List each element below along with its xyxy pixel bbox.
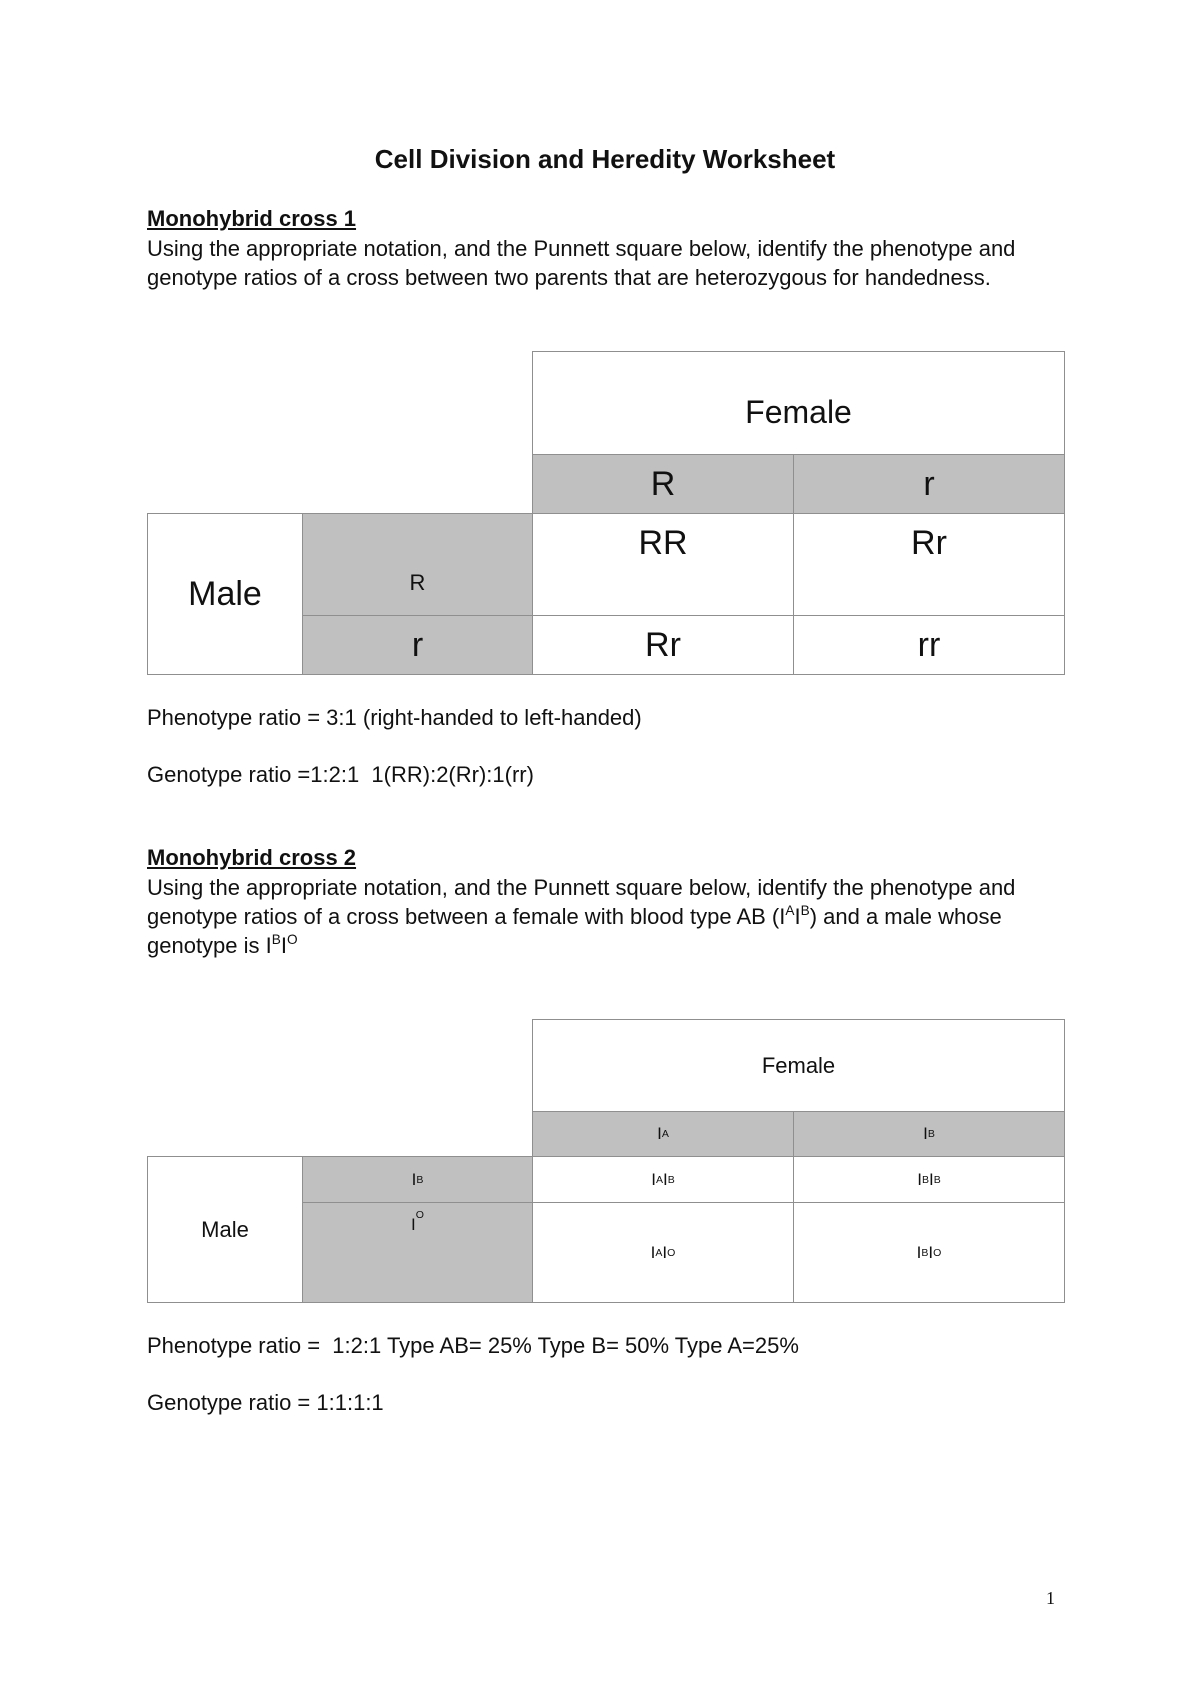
offspring-cell-2-2: I B I O [793,1202,1065,1303]
female-label: Female [532,1019,1065,1112]
offspring-cell-2-1: Rr [532,615,794,675]
male-label: Male [147,513,303,675]
offspring-cell-2-2: rr [793,615,1065,675]
female-allele-2: I B [793,1111,1065,1157]
cross1-heading: Monohybrid cross 1 [147,206,357,231]
cross1-instructions: Using the appropriate notation, and the Punnett square below, identify the phenotype and genotype ratios of a cross between two parents that are heterozygous for handedness. [147,236,1016,290]
female-allele-1: R [532,454,794,514]
female-allele-2: r [793,454,1065,514]
male-allele-1: I B [302,1156,533,1203]
female-allele-1: I A [532,1111,794,1157]
offspring-cell-2-1: I A I O [532,1202,794,1303]
male-allele-1: R [302,513,533,616]
offspring-cell-1-2: I B I B [793,1156,1065,1203]
female-label: Female [532,351,1065,455]
cross1-phenotype-ratio: Phenotype ratio = 3:1 (right-handed to left-handed) [147,705,642,730]
cross2-heading: Monohybrid cross 2 [147,845,357,870]
page-title: Cell Division and Heredity Worksheet [374,144,836,174]
male-allele-2: r [302,615,533,675]
male-allele-2: I O [302,1202,533,1303]
male-label: Male [147,1156,303,1303]
cross2-instructions: Using the appropriate notation, and the Punnett square below, identify the phenotype and genotype ratios of a cross between a female with blood type AB $(I^AI^B)$ and a male whose genotype is $I^BI^O$ [147,875,1016,958]
cross2-phenotype-ratio: Phenotype ratio = 1:2:1 Type AB= 25% Type B= 50% Type A=25% [147,1333,799,1358]
cross1-genotype-ratio: Genotype ratio =1:2:1 1(RR):2(Rr):1(rr) [147,762,534,787]
offspring-cell-1-1: RR [532,513,794,616]
page-number: 1 [1046,1588,1055,1608]
offspring-cell-1-2: Rr [793,513,1065,616]
offspring-cell-1-1: I A I B [532,1156,794,1203]
cross2-genotype-ratio: Genotype ratio = 1:1:1:1 [147,1390,384,1415]
